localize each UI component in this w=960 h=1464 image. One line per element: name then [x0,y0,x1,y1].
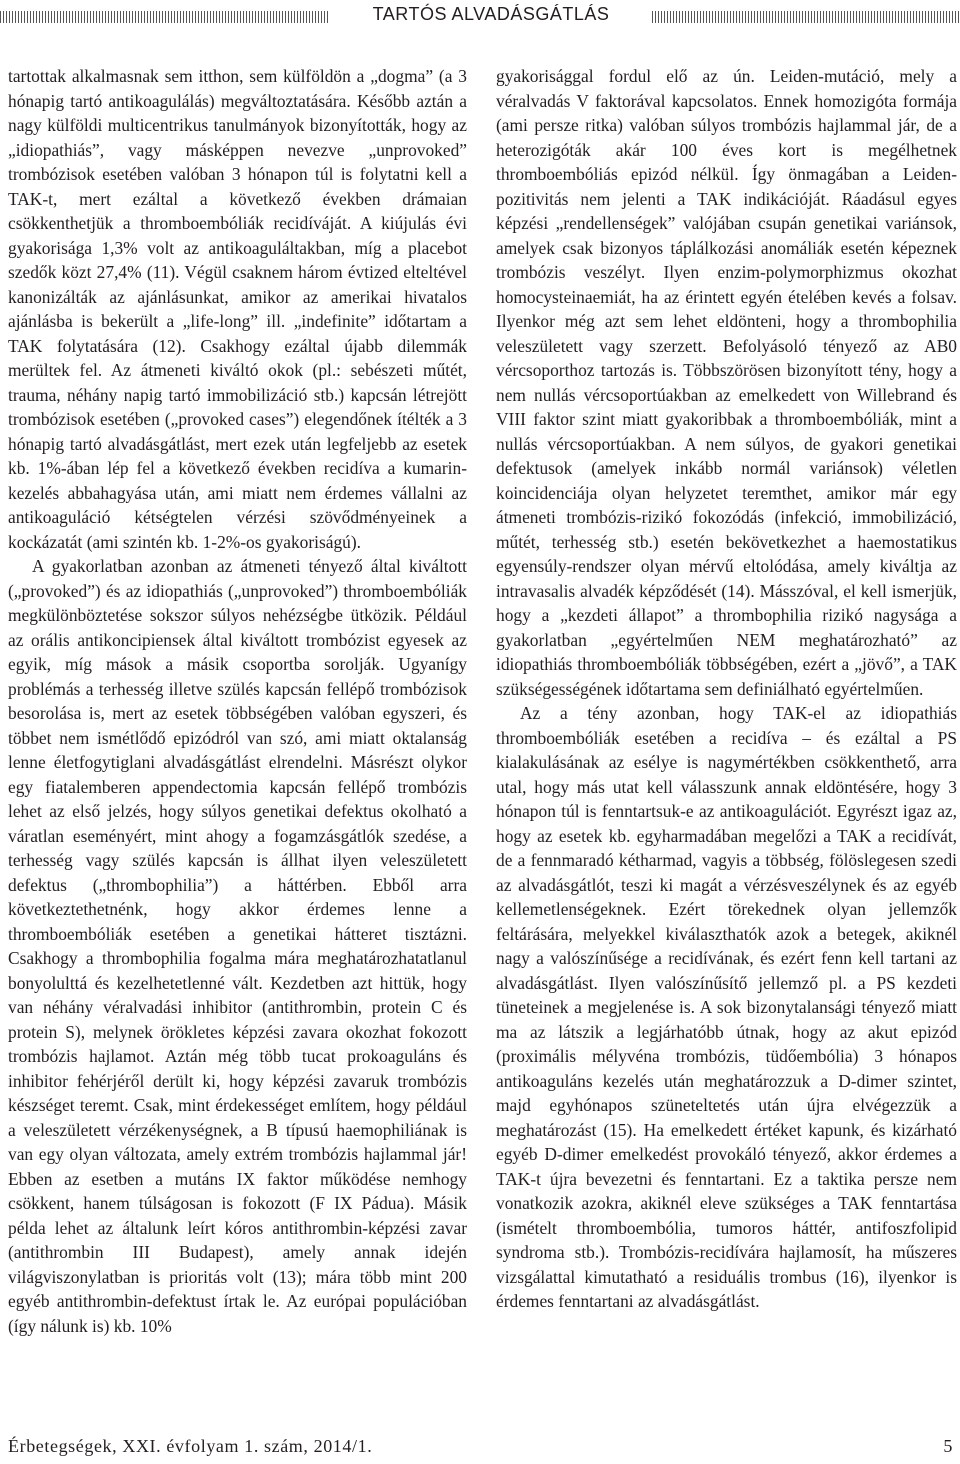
page-footer [8,1436,953,1458]
journal-citation: Érbetegségek, XXI. évfolyam 1. szám, 2014/1. [8,1436,373,1456]
header-rule-left [0,11,330,23]
header-rule-right [652,11,960,23]
right-column [496,64,957,1314]
left-column [8,64,467,1338]
right-paragraph-1: gyakorisággal fordul elő az ún. Leiden-mutáció, mely a véralvadás V faktorával kapcsolatos. Ennek homozigóta formája (ami persze ritka) valóban súlyos trombózis hajlammal jár, de a heterozigóták akár 100 éves kort is megélhetnek thromboembóliás epizód nélkül. Így önmagában a Leiden-pozitivitás nem jelenti a TAK indikációját. Ráadásul egyes képzési „rendellenségek” valójában csupán genetikai variánsok, amelyek csak bizonyos táplálkozási anomáliák esetén képeznek trombózis veszélyt. Ilyen enzim-polymorphizmus okozhat homocysteinaemiát, ha az érintett egyén ételében kevés a folsav. Ilyenkor még azt sem lehet eldönteni, hogy a thrombophilia veleszületett vagy szerzett. Befolyásoló tényező az AB0 vércsoporthoz tartozás is. Többszörösen bizonyított tény, hogy a nem nullás vércsoportúakban az emelkedett von Willebrand és VIII faktor szint miatt gyakoribbak a thromboembóliák, mint a nullás vércsoportúakban. A nem súlyos, de gyakori genetikai defektusok (amelyek inkább normál variánsok) véletlen koincidenciája olyan helyzetet teremthet, amikor már egy átmeneti trombózis-rizikó fokozódás (infekció, immobilizáció, műtét, terhesség stb.) esetén bekövetkezhet a haemostatikus egyensúly-rendszer olyan mérvű eltolódása, amely kiváltja az intravasalis alvadék képződését (14). Másszóval, el kell ismerjük, hogy a „kezdeti állapot” a thrombophilia rizikó nagysága a gyakorlatban „egyértelműen NEM meghatározható” az idiopathiás thromboembóliák többségében, ezért a „jövő”, a TAK szükségességének időtartama sem definiálható egyértelműen. [496,66,957,699]
left-paragraph-2: A gyakorlatban azonban az átmeneti tényező által kiváltott („provoked”) és az idiopathiás („unprovoked”) thromboembóliák megkülönböztetése sokszor súlyos nehézségbe ütközik. Például az orális antikoncipiensek által kiváltott trombózist egyesek az egyik, míg mások a másik csoportba sorolják. Ugyanígy problémás a terhesség illetve szülés kapcsán fellépő trombózisok besorolása is, mert az esetek többségében valóban egyszeri, és többet nem ismétlődő epizódról van szó, ami miatt oktalanság lenne életfogytiglani alvadásgátlást elrendelni. Másrészt olykor egy fiatalemberen appendectomia kapcsán fellépő trombózis lehet az első jelzés, hogy súlyos genetikai defektus okolható a váratlan eseményért, mint ahogy a fogamzásgátlók szedése, a terhesség vagy szülés kapcsán is állhat ilyen veleszületett defektus („thrombophilia”) a háttérben. Ebből arra következtethetnénk, hogy akkor érdemes lenne a thromboembóliák esetében a genetikai hátteret tisztázni. Csakhogy a thrombophilia fogalma mára meghatározhatatlanul bonyolulttá és kezelhetetlenné vált. Kezdetben azt hittük, hogy van néhány véralvadási inhibitor (antithrombin, protein C és protein S), melynek örökletes képzési zavara okozhat fokozott trombózis hajlamot. Aztán még több tucat prokoaguláns és inhibitor fehérjéről derült ki, hogy képzési zavaruk trombózis készséget teremt. Csak, mint érdekességet említem, hogy például a veleszületett vérzékenységnek, a B típusú haemophiliának is van egy olyan változata, amely extrém trombózis hajlammal jár! Ebben az esetben a mutáns IX faktor működése nemhogy csökkent, hanem túlságosan is fokozott (F IX Pádua). Másik példa lehet az általunk leírt kóros antithrombin-képzési zavar (antithrombin III Budapest), amely annak idején világviszonylatban is prioritás volt (13); mára több mint 200 egyéb antithrombin-defektust írtak le. Az európai populációban (így nálunk is) kb. 10% [8,556,467,1336]
right-paragraph-2: Az a tény azonban, hogy TAK-el az idiopathiás thromboembóliák esetében a recidíva – és ezáltal a PS kialakulásának az esélye is nagymértékben csökkenthető, arra utal, hogy más utat kell válasszunk annak eldöntésére, hogy 3 hónapon túl is fenntartsuk-e az antikoagulációt. Egyrészt igaz az, hogy az esetek kb. egyharmadában megelőzi a TAK a recidívát, de a fennmaradó kétharmad, vagyis a többség, fölöslegesen szedi az alvadásgátlót, teszi ki magát a vérzésveszélynek és az egyéb kellemetlenségeknek. Ezért törekednek olyan jellemzők feltárására, melyekkel kiválaszthatók azok a betegek, akiknél nagy a valószínűsége a recidívának, és ezért fenn kell tartani az alvadásgátlást. Ilyen valószínűsítő jellemző pl. a PS kezdeti tüneteinek a megjelenése is. A sok bizonytalansági tényező miatt ma az látszik a legjárhatóbb útnak, hogy az akut epizód (proximális mélyvéna trombózis, tüdőembólia) 3 hónapos antikoaguláns kezelés után meghatározzuk a D-dimer szintet, majd egyhónapos szüneteltetés után újra elvégezzük a meghatározást (15). Ha emelkedett értéket kapunk, és kizárható egyéb D-dimer emelkedést provokáló tényező, akkor érdemes a TAK-t újra bevezetni és fenntartani. Ez a taktika persze nem vonatkozik azokra, akiknél eleve szükséges a TAK fenntartása (ismételt thromboembólia, tumoros háttér, antifoszfolipid syndroma stb.). Trombózis-recidívára hajlamosít, ha műszeres vizsgálattal kimutatható a residuális trombus (16), ilyenkor is érdemes fenntartani az alvadásgátlást. [496,703,957,1311]
left-paragraph-1: tartottak alkalmasnak sem itthon, sem külföldön a „dogma” (a 3 hónapig tartó antikoagulálás) megváltoztatására. Később aztán a nagy külföldi multicentrikus tanulmányok bizonyították, hogy az „idiopathiás”, vagy másképpen nevezve „unprovoked” trombózisok esetében valóban 3 hónapon túl is folytatni kell a TAK-t, mert ezáltal a következő években drámaian csökkenthetjük a thromboembóliák recidíváját. A kiújulás évi gyakorisága 1,3% volt az antikoaguláltakban, míg a placebot szedők közt 27,4% (11). Végül csaknem három évtized elteltével kanonizálták az ajánlásunkat, amikor az amerikai hivatalos ajánlásba is bekerült a „life-long” ill. „indefinite” időtartam a TAK folytatására (12). Csakhogy ezáltal újabb dilemmák merültek fel. Az átmeneti kiváltó okok (pl.: sebészeti műtét, trauma, néhány napig tartó immobilizáció stb.) kapcsán létrejött trombózisok esetében („provoked cases”) elegendőnek ítélték a 3 hónapig tartó alvadásgátlást, mert ezek után legfeljebb az esetek kb. 1%-ában lép fel a következő években recidíva a kumarin-kezelés abbahagyása után, ami miatt nem érdemes vállalni az antikoaguláció kétségtelen vérzési szövődményeinek a kockázatát (ami szintén kb. 1-2%-os gyakoriságú). [8,66,467,552]
page-number: 5 [943,1436,953,1456]
running-header [0,0,960,34]
running-title: TARTÓS ALVADÁSGÁTLÁS [372,4,610,24]
